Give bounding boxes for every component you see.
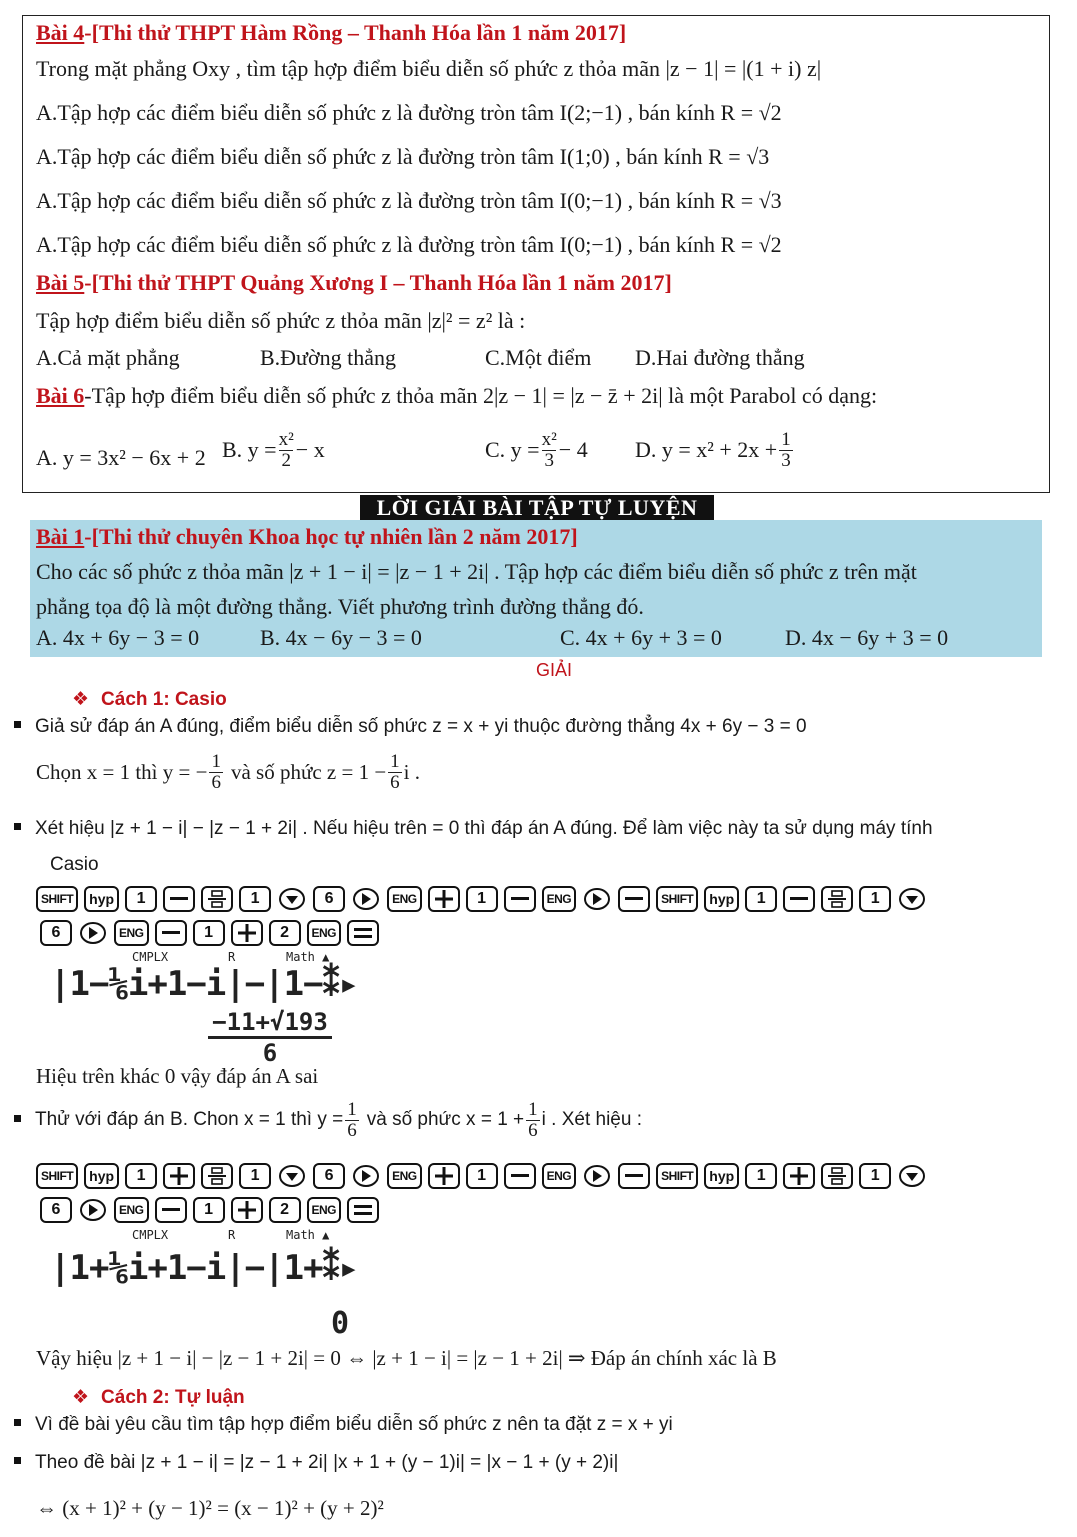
eng-key: ENG xyxy=(307,920,342,946)
minus-key xyxy=(504,1163,536,1189)
square-bullet-icon xyxy=(14,823,21,830)
key-sequence-4 xyxy=(40,1197,379,1223)
screen-expression: |1+⅙i+1−i|−|1+⁑▸ xyxy=(50,1248,359,1288)
key-1: 1 xyxy=(125,1163,157,1189)
cmplx-indicator: CMPLX xyxy=(132,950,169,964)
bai1-option-d: D. 4x − 6y + 3 = 0 xyxy=(785,625,949,650)
right-arrow-icon xyxy=(582,1163,612,1189)
c1-conclusion-1: Hiệu trên khác 0 vậy đáp án A sai xyxy=(36,1064,319,1088)
minus-key xyxy=(155,920,187,946)
c1-chon-line: Chọn x = 1 thì y = − $\frac{1}{6}$ và số phức z = 1 − $\frac{1}{6}$ i . xyxy=(36,751,421,793)
key-sequence-1 xyxy=(36,886,927,912)
c1-bullet-2-cont: Casio xyxy=(50,854,99,875)
shift-key: SHIFT xyxy=(36,1163,78,1189)
hyp-key: hyp xyxy=(704,886,739,912)
minus-key xyxy=(783,886,815,912)
down-arrow-icon xyxy=(897,886,927,912)
bai6-question: Bài 6-Tập hợp điểm biểu diễn số phức z thỏa mãn 2|z − 1| = |z − z̄ + 2i| là một Parabol có dạng: xyxy=(36,383,878,408)
square-bullet-icon xyxy=(14,1457,21,1464)
eng-key: ENG xyxy=(387,1163,422,1189)
eng-key: ENG xyxy=(542,1163,577,1189)
bai4-question: Trong mặt phẳng Oxy , tìm tập hợp điểm biểu diễn số phức z thỏa mãn |z − 1| = |(1 + i) z| xyxy=(36,56,822,81)
plus-key xyxy=(163,1163,195,1189)
bai1-question-line1: Cho các số phức z thỏa mãn |z + 1 − i| = |z − 1 + 2i| . Tập hợp các điểm biểu diễn số phức z trên mặt xyxy=(36,559,917,584)
right-arrow-icon xyxy=(78,920,108,946)
bai1-option-a: A. 4x + 6y − 3 = 0 xyxy=(36,625,200,650)
bai5-option-c: C.Một điểm xyxy=(485,345,592,370)
eng-key: ENG xyxy=(114,920,149,946)
key-1: 1 xyxy=(745,1163,777,1189)
section-banner: LỜI GIẢI BÀI TẬP TỰ LUYỆN xyxy=(360,495,714,521)
plus-key xyxy=(231,920,263,946)
fraction-key xyxy=(821,886,853,912)
right-arrow-icon xyxy=(582,886,612,912)
bai5-title: Bài 5-[Thi thử THPT Quảng Xương I – Thanh Hóa lần 1 năm 2017] xyxy=(36,270,672,295)
key-1: 1 xyxy=(193,1197,225,1223)
shift-key: SHIFT xyxy=(36,886,78,912)
key-sequence-3 xyxy=(36,1163,927,1189)
eng-key: ENG xyxy=(387,886,422,912)
method-1-heading: ❖ Cách 1: Casio xyxy=(72,689,227,710)
bai4-option-3: A.Tập hợp các điểm biểu diễn số phức z là đường tròn tâm I(0;−1) , bán kính R = √3 xyxy=(36,188,782,213)
square-bullet-icon xyxy=(14,1115,21,1122)
hyp-key: hyp xyxy=(84,1163,119,1189)
bai1-option-b: B. 4x − 6y − 3 = 0 xyxy=(260,625,422,650)
bai6-option-d: D. y = x² + 2x + $\frac{1}{3}$ xyxy=(635,429,791,471)
bai4-title: Bài 4-[Thi thử THPT Hàm Rồng – Thanh Hóa lần 1 năm 2017] xyxy=(36,20,627,45)
equals-key xyxy=(347,920,379,946)
minus-key xyxy=(163,886,195,912)
key-1: 1 xyxy=(745,886,777,912)
fraction-key xyxy=(201,886,233,912)
bai4-option-4: A.Tập hợp các điểm biểu diễn số phức z là đường tròn tâm I(0;−1) , bán kính R = √2 xyxy=(36,232,782,257)
fraction-key xyxy=(201,1163,233,1189)
key-1: 1 xyxy=(239,1163,271,1189)
bai6-option-a: A. y = 3x² − 6x + 2 xyxy=(36,445,206,470)
eng-key: ENG xyxy=(114,1197,149,1223)
bai5-question: Tập hợp điểm biểu diễn số phức z thỏa mãn |z|² = z² là : xyxy=(36,308,526,333)
bai4-option-2: A.Tập hợp các điểm biểu diễn số phức z là đường tròn tâm I(1;0) , bán kính R = √3 xyxy=(36,144,770,169)
right-arrow-icon xyxy=(351,1163,381,1189)
key-1: 1 xyxy=(239,886,271,912)
plus-key xyxy=(783,1163,815,1189)
bai6-option-c: C. y = $\frac{\text{x²}}{3}$ − 4 xyxy=(485,429,588,471)
method-2-heading: ❖ Cách 2: Tự luận xyxy=(72,1387,245,1408)
plus-key xyxy=(428,886,460,912)
math-indicator: Math ▲ xyxy=(286,950,330,964)
key-6: 6 xyxy=(40,1197,72,1223)
screen-result: −11+√193 6 xyxy=(190,1008,350,1067)
c1-bullet-3: Thử với đáp án B. Chon x = 1 thì y = $\frac{1}{6}$ và số phức x = 1 + $\frac{1}{6}$ i . Xét hiệu : xyxy=(14,1100,642,1141)
bai4-option-1: A.Tập hợp các điểm biểu diễn số phức z là đường tròn tâm I(2;−1) , bán kính R = √2 xyxy=(36,100,782,125)
key-1: 1 xyxy=(193,920,225,946)
diamond-bullet-icon: ❖ xyxy=(72,1387,90,1408)
down-arrow-icon xyxy=(277,1163,307,1189)
key-1: 1 xyxy=(125,886,157,912)
bai5-option-d: D.Hai đường thẳng xyxy=(635,345,805,370)
c2-equation: ⇔ (x + 1)² + (y − 1)² = (x − 1)² + (y + 2)² xyxy=(36,1496,384,1520)
r-indicator: R xyxy=(228,950,236,964)
c1-bullet-1: Giả sử đáp án A đúng, điểm biểu diễn số phức z = x + yi thuộc đường thẳng 4x + 6y − 3 = 0 xyxy=(14,716,807,738)
giai-heading: GIẢI xyxy=(536,660,573,680)
right-arrow-icon xyxy=(78,1197,108,1223)
shift-key: SHIFT xyxy=(656,886,698,912)
calculator-screen-1 xyxy=(50,950,390,1067)
calculator-screen-2 xyxy=(50,1228,390,1341)
key-sequence-2 xyxy=(40,920,379,946)
screen-expression: |1−⅙i+1−i|−|1−⁑▸ xyxy=(50,964,359,1004)
screen-result: 0 xyxy=(330,1306,350,1341)
equals-key xyxy=(347,1197,379,1223)
down-arrow-icon xyxy=(277,886,307,912)
right-arrow-icon xyxy=(351,886,381,912)
math-indicator: Math ▲ xyxy=(286,1228,330,1242)
cmplx-indicator: CMPLX xyxy=(132,1228,169,1242)
key-6: 6 xyxy=(40,920,72,946)
r-indicator: R xyxy=(228,1228,236,1242)
minus-key xyxy=(618,886,650,912)
bai6-option-b: B. y = $\frac{\text{x²}}{2}$ − x xyxy=(222,429,325,471)
eng-key: ENG xyxy=(542,886,577,912)
c1-bullet-2: Xét hiệu |z + 1 − i| − |z − 1 + 2i| . Nếu hiệu trên = 0 thì đáp án A đúng. Để làm việc này ta sử dụng máy tính xyxy=(14,818,933,840)
down-arrow-icon xyxy=(897,1163,927,1189)
bai1-option-c: C. 4x + 6y + 3 = 0 xyxy=(560,625,722,650)
c2-bullet-1: Vì đề bài yêu cầu tìm tập hợp điểm biểu diễn số phức z nên ta đặt z = x + yi xyxy=(14,1414,673,1436)
bai5-option-b: B.Đường thẳng xyxy=(260,345,396,370)
key-1: 1 xyxy=(859,886,891,912)
key-2: 2 xyxy=(269,920,301,946)
square-bullet-icon xyxy=(14,1419,21,1426)
hyp-key: hyp xyxy=(704,1163,739,1189)
fraction-key xyxy=(821,1163,853,1189)
diamond-bullet-icon: ❖ xyxy=(72,689,90,710)
key-1: 1 xyxy=(466,1163,498,1189)
shift-key: SHIFT xyxy=(656,1163,698,1189)
minus-key xyxy=(504,886,536,912)
key-1: 1 xyxy=(859,1163,891,1189)
plus-key xyxy=(231,1197,263,1223)
bai5-option-a: A.Cả mặt phẳng xyxy=(36,345,180,370)
key-1: 1 xyxy=(466,886,498,912)
minus-key xyxy=(618,1163,650,1189)
square-bullet-icon xyxy=(14,721,21,728)
key-6: 6 xyxy=(313,1163,345,1189)
plus-key xyxy=(428,1163,460,1189)
c2-bullet-2: Theo đề bài |z + 1 − i| = |z − 1 + 2i| |x + 1 + (y − 1)i| = |x − 1 + (y + 2)i| xyxy=(14,1452,618,1474)
bai1-title: Bài 1-[Thi thử chuyên Khoa học tự nhiên lần 2 năm 2017] xyxy=(36,524,578,549)
bai1-question-line2: phẳng tọa độ là một đường thẳng. Viết phương trình đường thẳng đó. xyxy=(36,594,644,619)
key-6: 6 xyxy=(313,886,345,912)
eng-key: ENG xyxy=(307,1197,342,1223)
hyp-key: hyp xyxy=(84,886,119,912)
key-2: 2 xyxy=(269,1197,301,1223)
c1-conclusion-2: Vậy hiệu |z + 1 − i| − |z − 1 + 2i| = 0 ⇔ |z + 1 − i| = |z − 1 + 2i| ⇒ Đáp án chính xác là B xyxy=(36,1346,777,1370)
minus-key xyxy=(155,1197,187,1223)
